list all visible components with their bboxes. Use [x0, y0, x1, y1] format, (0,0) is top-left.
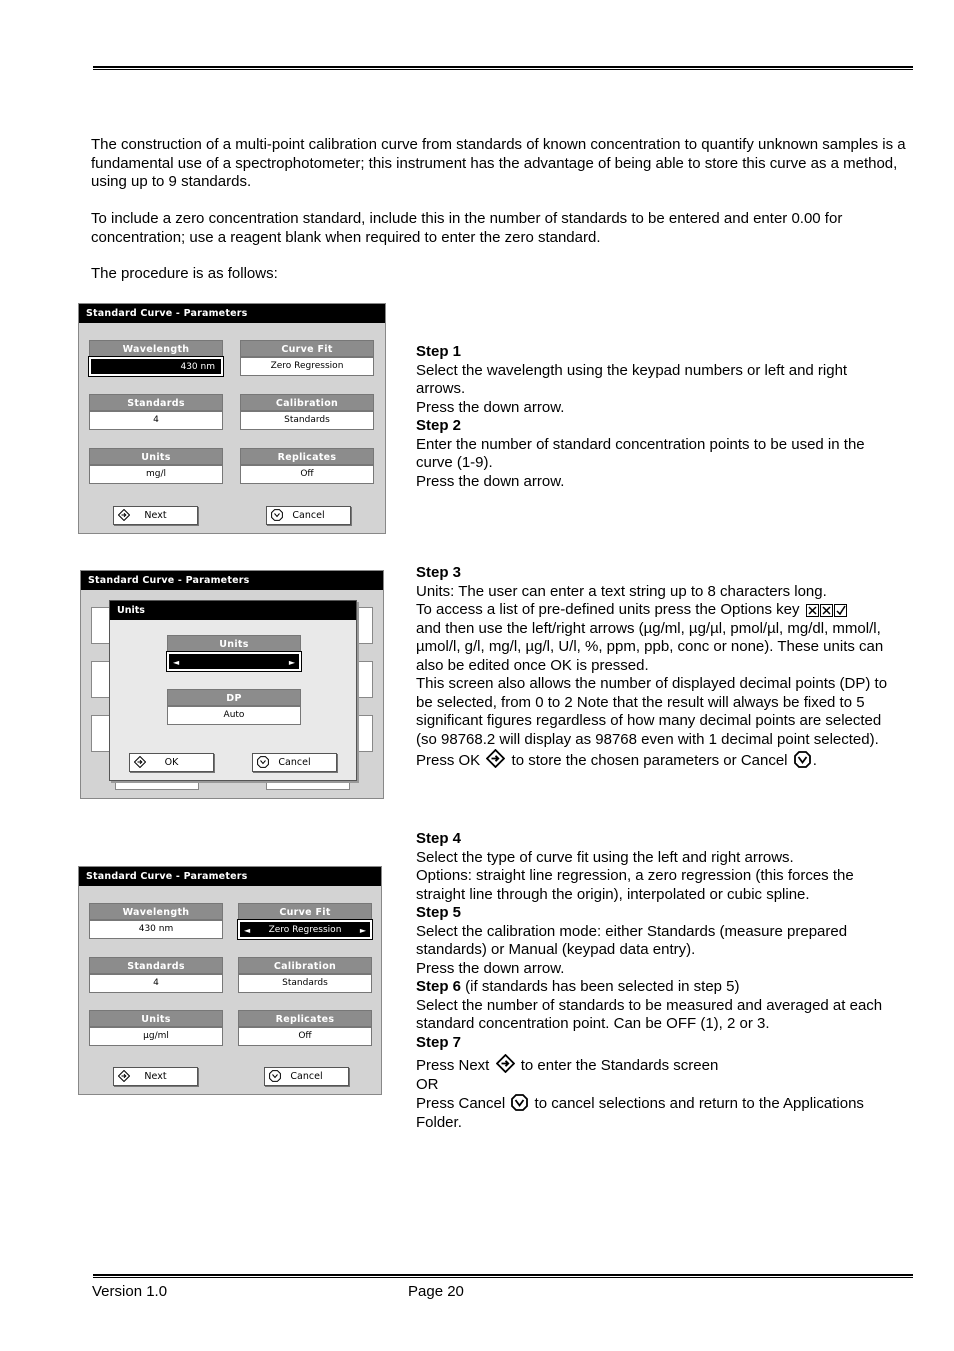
standards-field[interactable] — [89, 957, 223, 993]
units-label: Units — [89, 1010, 223, 1027]
replicates-field[interactable] — [238, 1010, 372, 1046]
calibration-value[interactable]: Standards — [238, 974, 372, 993]
step7-press-cancel: Press Cancel — [416, 1095, 506, 1112]
standard-curve-parameters-screen-3 — [78, 866, 382, 1095]
replicates-label: Replicates — [240, 448, 374, 465]
intro-paragraph-2: To include a zero concentration standard, include this in the number of standards to be entered and enter 0.00 for concentration; use a reagent blank when required to enter the zero standard. — [91, 210, 843, 246]
footer-version: Version 1.0 — [92, 1283, 168, 1300]
wavelength-label: Wavelength — [89, 903, 223, 920]
left-arrow-icon[interactable]: ◄ — [244, 926, 251, 935]
step4-options: Options: straight line regression, a zero regression (this forces the straight line through the origin), interpolated or cubic spline. — [416, 867, 854, 903]
step5-title: Step 5 — [416, 904, 462, 921]
standard-curve-parameters-screen-2 — [80, 570, 384, 799]
standards-label: Standards — [89, 394, 223, 411]
dialog-title: Units — [110, 601, 356, 620]
wavelength-field[interactable] — [89, 340, 223, 376]
step6-text: Select the number of standards to be measured and averaged at each standard concentration point. Can be OFF (1), 2 or 3. — [416, 996, 883, 1032]
ok-label: OK — [164, 757, 179, 768]
next-label: Next — [144, 510, 167, 521]
calibration-field[interactable] — [240, 394, 374, 430]
step2-text: Enter the number of standard concentration points to be used in the curve (1-9). — [416, 435, 865, 471]
step1-title: Step 1 — [416, 343, 462, 360]
cancel-label: Cancel — [292, 510, 325, 521]
step7-next-suffix: to enter the Standards screen — [520, 1057, 719, 1074]
standard-curve-parameters-screen-1 — [78, 303, 386, 534]
ok-button[interactable] — [129, 753, 214, 772]
calibration-value[interactable]: Standards — [240, 411, 374, 430]
step2-title: Step 2 — [416, 417, 462, 434]
step2-press: Press the down arrow. — [416, 472, 565, 490]
options-key-icon — [806, 604, 848, 617]
steps-1-2 — [416, 343, 891, 491]
standards-label: Standards — [89, 957, 223, 974]
cancel-key-icon — [511, 1094, 528, 1111]
units-field[interactable] — [89, 1010, 223, 1046]
units-label: Units — [89, 448, 223, 465]
units-label: Units — [167, 635, 301, 652]
dp-field[interactable] — [167, 689, 301, 725]
ok-key-icon — [486, 749, 505, 768]
screen-title: Standard Curve - Parameters — [79, 867, 381, 886]
footer-rule — [93, 1274, 913, 1278]
replicates-value[interactable]: Off — [240, 465, 374, 484]
right-arrow-icon[interactable]: ► — [359, 926, 366, 935]
next-button[interactable] — [113, 506, 198, 525]
intro-paragraph-3: The procedure is as follows: — [91, 265, 278, 282]
wavelength-value[interactable]: 430 nm — [89, 357, 223, 376]
wavelength-value[interactable]: 430 nm — [89, 920, 223, 939]
step1-text: Select the wavelength using the keypad numbers or left and right arrows. — [416, 361, 848, 397]
curve-fit-label: Curve Fit — [240, 340, 374, 357]
cancel-button[interactable] — [252, 753, 337, 772]
step3-line1: Units: The user can enter a text string up to 8 characters long. — [416, 582, 827, 600]
replicates-value[interactable]: Off — [238, 1027, 372, 1046]
step7-title: Step 7 — [416, 1033, 462, 1051]
step6-title: Step 6 — [416, 978, 462, 995]
units-field[interactable] — [89, 448, 223, 484]
curve-fit-field[interactable] — [240, 340, 374, 376]
step3-line6: . — [812, 752, 817, 769]
step5-text: Select the calibration mode: either Standards (measure prepared standards) or Manual (keypad data entry). — [416, 922, 848, 958]
dp-label: DP — [167, 689, 301, 706]
step3-line3: and then use the left/right arrows (µg/ml, µg/µl, pmol/µl, mg/dl, mmol/l, µmol/l, g/l, mg/l, µg/l, U/l, %, ppm, ppb, conc or none). These units can also be edited once OK is pressed. — [416, 619, 884, 674]
next-label: Next — [144, 1071, 167, 1082]
steps-4-7 — [416, 830, 891, 1132]
step7-or: OR — [416, 1075, 439, 1093]
units-value[interactable] — [167, 652, 301, 671]
curve-fit-label: Curve Fit — [238, 903, 372, 920]
cancel-label: Cancel — [278, 757, 311, 768]
cancel-key-icon — [794, 751, 811, 768]
calibration-label: Calibration — [238, 957, 372, 974]
wavelength-label: Wavelength — [89, 340, 223, 357]
standards-value[interactable]: 4 — [89, 411, 223, 430]
footer-page-number: Page 20 — [408, 1283, 464, 1300]
wavelength-field[interactable] — [89, 903, 223, 939]
cancel-label: Cancel — [290, 1071, 323, 1082]
step3-line4: This screen also allows the number of displayed decimal points (DP) to be selected, from 0 to 2 Note that the result will always be fixed to 5 significant figures regardless of how many decimal points are selected (so 98768.2 will display as 98768 even with 1 decimal point selected). Press OK — [416, 675, 888, 769]
header-rule — [93, 66, 913, 70]
step3-line2: To access a list of pre-defined units press the Options key — [416, 601, 800, 618]
step3-title: Step 3 — [416, 564, 462, 581]
replicates-label: Replicates — [238, 1010, 372, 1027]
dp-value[interactable]: Auto — [167, 706, 301, 725]
units-dialog — [109, 600, 357, 781]
curve-fit-value[interactable]: Zero Regression — [240, 357, 374, 376]
step-3 — [416, 564, 891, 771]
step1-press: Press the down arrow. — [416, 398, 565, 416]
step5-press: Press the down arrow. — [416, 959, 565, 977]
standards-field[interactable] — [89, 394, 223, 430]
standards-value[interactable]: 4 — [89, 974, 223, 993]
cancel-button[interactable] — [266, 506, 351, 525]
step7-press-next: Press Next — [416, 1057, 490, 1074]
curve-fit-value-text: Zero Regression — [268, 925, 342, 935]
intro-paragraph-1: The construction of a multi-point calibration curve from standards of known concentration to quantify unknown samples is a fundamental use of a spectrophotometer; this instrument has the advantage of being able to store this curve as a method, using up to 9 standards. — [91, 136, 906, 190]
right-arrow-icon[interactable]: ► — [288, 658, 295, 667]
curve-fit-field[interactable] — [238, 903, 372, 939]
curve-fit-value[interactable] — [238, 920, 372, 939]
units-value[interactable]: mg/l — [89, 465, 223, 484]
step4-text: Select the type of curve fit using the left and right arrows. — [416, 848, 794, 866]
replicates-field[interactable] — [240, 448, 374, 484]
step7-cancel-suffix: to cancel selections and return to the Applications Folder. — [416, 1095, 864, 1131]
cancel-button[interactable] — [264, 1067, 349, 1086]
screen-title: Standard Curve - Parameters — [79, 304, 385, 323]
step4-title: Step 4 — [416, 830, 462, 847]
step3-line5: to store the chosen parameters or Cancel — [511, 752, 788, 769]
units-value[interactable]: µg/ml — [89, 1027, 223, 1046]
calibration-label: Calibration — [240, 394, 374, 411]
step6-suffix: (if standards has been selected in step 5) — [461, 978, 740, 995]
units-dropdown-field[interactable] — [167, 635, 301, 671]
calibration-field[interactable] — [238, 957, 372, 993]
next-button[interactable] — [113, 1067, 198, 1086]
next-key-icon — [496, 1054, 515, 1073]
left-arrow-icon[interactable]: ◄ — [173, 658, 180, 667]
screen-title: Standard Curve - Parameters — [81, 571, 383, 590]
